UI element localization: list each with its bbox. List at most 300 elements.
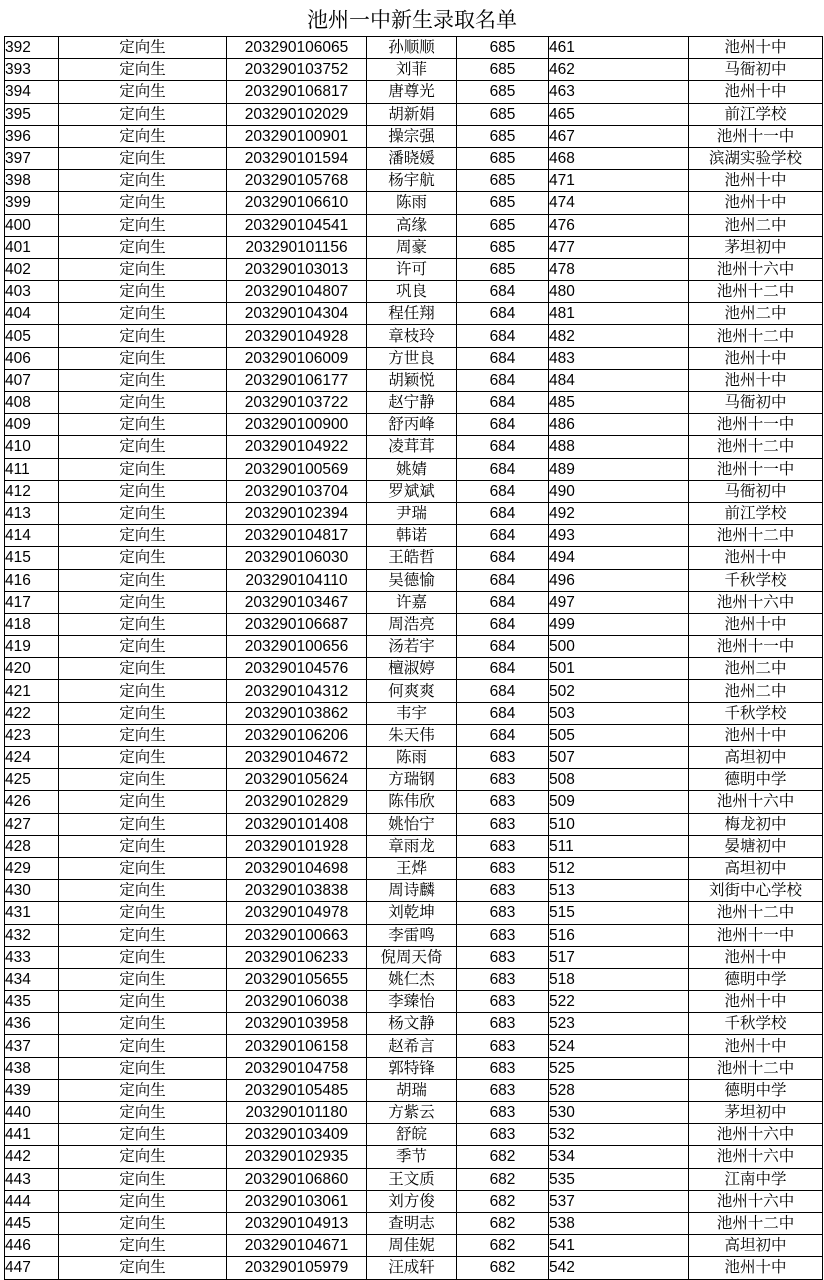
table-row	[5, 991, 823, 1013]
student-name-cell: 章雨龙	[367, 835, 457, 857]
exam-number-cell: 203290104541	[227, 214, 367, 236]
rank-cell: 493	[549, 525, 689, 547]
exam-number-cell: 203290103862	[227, 702, 367, 724]
exam-number-cell: 203290104110	[227, 569, 367, 591]
row-number-cell: 438	[5, 1057, 59, 1079]
rank-cell: 465	[549, 103, 689, 125]
rank-cell: 524	[549, 1035, 689, 1057]
student-type-cell: 定向生	[59, 658, 227, 680]
table-row	[5, 81, 823, 103]
rank-cell: 489	[549, 458, 689, 480]
exam-number-cell: 203290104304	[227, 303, 367, 325]
row-number-cell: 409	[5, 414, 59, 436]
table-row	[5, 747, 823, 769]
graduating-school-cell: 前江学校	[689, 502, 823, 524]
score-cell: 683	[457, 1057, 549, 1079]
exam-number-cell: 203290103838	[227, 880, 367, 902]
table-row	[5, 37, 823, 59]
student-type-cell: 定向生	[59, 369, 227, 391]
rank-cell: 492	[549, 502, 689, 524]
student-type-cell: 定向生	[59, 59, 227, 81]
row-number-cell: 423	[5, 724, 59, 746]
graduating-school-cell: 德明中学	[689, 1079, 823, 1101]
student-type-cell: 定向生	[59, 680, 227, 702]
score-cell: 683	[457, 769, 549, 791]
exam-number-cell: 203290100656	[227, 636, 367, 658]
table-row	[5, 1146, 823, 1168]
rank-cell: 476	[549, 214, 689, 236]
exam-number-cell: 203290104312	[227, 680, 367, 702]
student-type-cell: 定向生	[59, 502, 227, 524]
rank-cell: 505	[549, 724, 689, 746]
student-name-cell: 陈雨	[367, 747, 457, 769]
score-cell: 684	[457, 281, 549, 303]
row-number-cell: 420	[5, 658, 59, 680]
rank-cell: 482	[549, 325, 689, 347]
student-name-cell: 周诗麟	[367, 880, 457, 902]
student-name-cell: 姚仁杰	[367, 968, 457, 990]
rank-cell: 494	[549, 547, 689, 569]
row-number-cell: 434	[5, 968, 59, 990]
graduating-school-cell: 刘街中心学校	[689, 880, 823, 902]
score-cell: 685	[457, 147, 549, 169]
student-name-cell: 舒皖	[367, 1124, 457, 1146]
score-cell: 683	[457, 813, 549, 835]
graduating-school-cell: 池州十六中	[689, 591, 823, 613]
score-cell: 684	[457, 636, 549, 658]
table-row	[5, 258, 823, 280]
row-number-cell: 405	[5, 325, 59, 347]
student-type-cell: 定向生	[59, 702, 227, 724]
student-type-cell: 定向生	[59, 968, 227, 990]
score-cell: 684	[457, 724, 549, 746]
student-name-cell: 季节	[367, 1146, 457, 1168]
row-number-cell: 421	[5, 680, 59, 702]
table-row	[5, 636, 823, 658]
student-type-cell: 定向生	[59, 103, 227, 125]
rank-cell: 481	[549, 303, 689, 325]
student-type-cell: 定向生	[59, 636, 227, 658]
student-type-cell: 定向生	[59, 37, 227, 59]
table-row	[5, 1190, 823, 1212]
exam-number-cell: 203290104928	[227, 325, 367, 347]
graduating-school-cell: 池州十二中	[689, 902, 823, 924]
table-row	[5, 1124, 823, 1146]
student-name-cell: 刘乾坤	[367, 902, 457, 924]
student-type-cell: 定向生	[59, 303, 227, 325]
student-type-cell: 定向生	[59, 747, 227, 769]
exam-number-cell: 203290105485	[227, 1079, 367, 1101]
row-number-cell: 441	[5, 1124, 59, 1146]
rank-cell: 537	[549, 1190, 689, 1212]
student-name-cell: 唐尊光	[367, 81, 457, 103]
exam-number-cell: 203290102029	[227, 103, 367, 125]
score-cell: 682	[457, 1146, 549, 1168]
exam-number-cell: 203290103409	[227, 1124, 367, 1146]
student-name-cell: 姚怡宁	[367, 813, 457, 835]
row-number-cell: 416	[5, 569, 59, 591]
exam-number-cell: 203290103467	[227, 591, 367, 613]
rank-cell: 516	[549, 924, 689, 946]
exam-number-cell: 203290105655	[227, 968, 367, 990]
exam-number-cell: 203290102829	[227, 791, 367, 813]
score-cell: 682	[457, 1235, 549, 1257]
row-number-cell: 410	[5, 436, 59, 458]
row-number-cell: 425	[5, 769, 59, 791]
table-row	[5, 480, 823, 502]
graduating-school-cell: 池州十六中	[689, 1146, 823, 1168]
exam-number-cell: 203290106687	[227, 613, 367, 635]
table-row	[5, 192, 823, 214]
rank-cell: 462	[549, 59, 689, 81]
table-row	[5, 857, 823, 879]
score-cell: 684	[457, 480, 549, 502]
exam-number-cell: 203290104758	[227, 1057, 367, 1079]
table-row	[5, 569, 823, 591]
graduating-school-cell: 德明中学	[689, 968, 823, 990]
score-cell: 684	[457, 369, 549, 391]
row-number-cell: 413	[5, 502, 59, 524]
student-type-cell: 定向生	[59, 125, 227, 147]
graduating-school-cell: 马衙初中	[689, 392, 823, 414]
score-cell: 683	[457, 1102, 549, 1124]
student-name-cell: 韩诺	[367, 525, 457, 547]
table-row	[5, 1013, 823, 1035]
table-row	[5, 658, 823, 680]
score-cell: 683	[457, 747, 549, 769]
score-cell: 685	[457, 214, 549, 236]
rank-cell: 525	[549, 1057, 689, 1079]
rank-cell: 510	[549, 813, 689, 835]
student-name-cell: 韦宇	[367, 702, 457, 724]
graduating-school-cell: 池州十六中	[689, 1190, 823, 1212]
student-type-cell: 定向生	[59, 1035, 227, 1057]
student-name-cell: 陈雨	[367, 192, 457, 214]
graduating-school-cell: 池州十二中	[689, 281, 823, 303]
rank-cell: 463	[549, 81, 689, 103]
graduating-school-cell: 池州十一中	[689, 414, 823, 436]
student-name-cell: 章枝玲	[367, 325, 457, 347]
row-number-cell: 397	[5, 147, 59, 169]
row-number-cell: 428	[5, 835, 59, 857]
graduating-school-cell: 池州十二中	[689, 525, 823, 547]
graduating-school-cell: 千秋学校	[689, 1013, 823, 1035]
student-name-cell: 李雷鸣	[367, 924, 457, 946]
rank-cell: 518	[549, 968, 689, 990]
student-name-cell: 倪周天倚	[367, 946, 457, 968]
student-type-cell: 定向生	[59, 414, 227, 436]
student-name-cell: 胡新娟	[367, 103, 457, 125]
student-type-cell: 定向生	[59, 724, 227, 746]
graduating-school-cell: 马衙初中	[689, 480, 823, 502]
graduating-school-cell: 池州十一中	[689, 125, 823, 147]
graduating-school-cell: 茅坦初中	[689, 1102, 823, 1124]
student-type-cell: 定向生	[59, 547, 227, 569]
table-row	[5, 103, 823, 125]
graduating-school-cell: 德明中学	[689, 769, 823, 791]
student-name-cell: 许可	[367, 258, 457, 280]
row-number-cell: 430	[5, 880, 59, 902]
exam-number-cell: 203290103958	[227, 1013, 367, 1035]
row-number-cell: 427	[5, 813, 59, 835]
student-type-cell: 定向生	[59, 1235, 227, 1257]
score-cell: 683	[457, 1079, 549, 1101]
student-type-cell: 定向生	[59, 81, 227, 103]
student-type-cell: 定向生	[59, 1102, 227, 1124]
row-number-cell: 394	[5, 81, 59, 103]
score-cell: 683	[457, 1124, 549, 1146]
rank-cell: 530	[549, 1102, 689, 1124]
rank-cell: 480	[549, 281, 689, 303]
score-cell: 684	[457, 325, 549, 347]
table-row	[5, 680, 823, 702]
graduating-school-cell: 千秋学校	[689, 702, 823, 724]
table-row	[5, 968, 823, 990]
table-row	[5, 347, 823, 369]
row-number-cell: 396	[5, 125, 59, 147]
rank-cell: 502	[549, 680, 689, 702]
student-name-cell: 许嘉	[367, 591, 457, 613]
row-number-cell: 392	[5, 37, 59, 59]
student-name-cell: 操宗强	[367, 125, 457, 147]
student-type-cell: 定向生	[59, 525, 227, 547]
score-cell: 682	[457, 1257, 549, 1279]
student-name-cell: 罗斌斌	[367, 480, 457, 502]
rank-cell: 511	[549, 835, 689, 857]
score-cell: 684	[457, 525, 549, 547]
student-type-cell: 定向生	[59, 1057, 227, 1079]
student-name-cell: 潘晓媛	[367, 147, 457, 169]
graduating-school-cell: 池州十中	[689, 37, 823, 59]
student-type-cell: 定向生	[59, 192, 227, 214]
rank-cell: 499	[549, 613, 689, 635]
exam-number-cell: 203290105624	[227, 769, 367, 791]
student-name-cell: 舒丙峰	[367, 414, 457, 436]
table-body	[5, 37, 823, 1280]
student-type-cell: 定向生	[59, 1212, 227, 1234]
row-number-cell: 431	[5, 902, 59, 924]
graduating-school-cell: 池州十中	[689, 1257, 823, 1279]
row-number-cell: 402	[5, 258, 59, 280]
score-cell: 684	[457, 591, 549, 613]
rank-cell: 517	[549, 946, 689, 968]
student-name-cell: 巩良	[367, 281, 457, 303]
score-cell: 684	[457, 392, 549, 414]
student-name-cell: 郭特锋	[367, 1057, 457, 1079]
table-row	[5, 303, 823, 325]
graduating-school-cell: 池州十六中	[689, 258, 823, 280]
score-cell: 684	[457, 502, 549, 524]
score-cell: 683	[457, 835, 549, 857]
rank-cell: 461	[549, 37, 689, 59]
graduating-school-cell: 池州二中	[689, 658, 823, 680]
exam-number-cell: 203290106065	[227, 37, 367, 59]
rank-cell: 522	[549, 991, 689, 1013]
student-name-cell: 王文质	[367, 1168, 457, 1190]
row-number-cell: 395	[5, 103, 59, 125]
exam-number-cell: 203290106610	[227, 192, 367, 214]
score-cell: 684	[457, 613, 549, 635]
table-row	[5, 902, 823, 924]
graduating-school-cell: 池州十二中	[689, 1057, 823, 1079]
exam-number-cell: 203290100901	[227, 125, 367, 147]
exam-number-cell: 203290101408	[227, 813, 367, 835]
student-name-cell: 陈伟欣	[367, 791, 457, 813]
rank-cell: 483	[549, 347, 689, 369]
row-number-cell: 433	[5, 946, 59, 968]
student-type-cell: 定向生	[59, 170, 227, 192]
student-name-cell: 刘方俊	[367, 1190, 457, 1212]
table-row	[5, 502, 823, 524]
row-number-cell: 444	[5, 1190, 59, 1212]
rank-cell: 523	[549, 1013, 689, 1035]
exam-number-cell: 203290104817	[227, 525, 367, 547]
row-number-cell: 426	[5, 791, 59, 813]
graduating-school-cell: 茅坦初中	[689, 236, 823, 258]
score-cell: 684	[457, 569, 549, 591]
student-type-cell: 定向生	[59, 236, 227, 258]
score-cell: 683	[457, 791, 549, 813]
row-number-cell: 424	[5, 747, 59, 769]
graduating-school-cell: 池州十中	[689, 724, 823, 746]
table-row	[5, 125, 823, 147]
student-type-cell: 定向生	[59, 1190, 227, 1212]
table-row	[5, 525, 823, 547]
score-cell: 683	[457, 902, 549, 924]
exam-number-cell: 203290102394	[227, 502, 367, 524]
row-number-cell: 422	[5, 702, 59, 724]
student-name-cell: 周豪	[367, 236, 457, 258]
score-cell: 685	[457, 103, 549, 125]
score-cell: 682	[457, 1190, 549, 1212]
rank-cell: 538	[549, 1212, 689, 1234]
rank-cell: 488	[549, 436, 689, 458]
score-cell: 683	[457, 924, 549, 946]
table-row	[5, 547, 823, 569]
student-type-cell: 定向生	[59, 1168, 227, 1190]
exam-number-cell: 203290103061	[227, 1190, 367, 1212]
table-row	[5, 880, 823, 902]
exam-number-cell: 203290100569	[227, 458, 367, 480]
student-type-cell: 定向生	[59, 791, 227, 813]
table-row	[5, 613, 823, 635]
student-name-cell: 赵宁静	[367, 392, 457, 414]
row-number-cell: 415	[5, 547, 59, 569]
graduating-school-cell: 池州十中	[689, 1035, 823, 1057]
table-row	[5, 325, 823, 347]
exam-number-cell: 203290106038	[227, 991, 367, 1013]
graduating-school-cell: 池州十一中	[689, 458, 823, 480]
graduating-school-cell: 池州十中	[689, 946, 823, 968]
student-type-cell: 定向生	[59, 258, 227, 280]
rank-cell: 513	[549, 880, 689, 902]
student-type-cell: 定向生	[59, 924, 227, 946]
row-number-cell: 418	[5, 613, 59, 635]
exam-number-cell: 203290106860	[227, 1168, 367, 1190]
graduating-school-cell: 高坦初中	[689, 1235, 823, 1257]
score-cell: 683	[457, 968, 549, 990]
table-row	[5, 281, 823, 303]
student-name-cell: 汪成轩	[367, 1257, 457, 1279]
graduating-school-cell: 池州十二中	[689, 325, 823, 347]
student-name-cell: 胡瑞	[367, 1079, 457, 1101]
table-row	[5, 1235, 823, 1257]
rank-cell: 534	[549, 1146, 689, 1168]
student-name-cell: 高缘	[367, 214, 457, 236]
score-cell: 685	[457, 192, 549, 214]
rank-cell: 507	[549, 747, 689, 769]
row-number-cell: 414	[5, 525, 59, 547]
table-row	[5, 1057, 823, 1079]
score-cell: 683	[457, 880, 549, 902]
score-cell: 684	[457, 458, 549, 480]
admission-table	[4, 36, 823, 1280]
student-type-cell: 定向生	[59, 991, 227, 1013]
rank-cell: 528	[549, 1079, 689, 1101]
student-name-cell: 凌茸茸	[367, 436, 457, 458]
row-number-cell: 437	[5, 1035, 59, 1057]
graduating-school-cell: 池州十二中	[689, 1212, 823, 1234]
exam-number-cell: 203290106817	[227, 81, 367, 103]
rank-cell: 535	[549, 1168, 689, 1190]
score-cell: 684	[457, 303, 549, 325]
rank-cell: 509	[549, 791, 689, 813]
exam-number-cell: 203290106030	[227, 547, 367, 569]
student-name-cell: 孙顺顺	[367, 37, 457, 59]
graduating-school-cell: 高坦初中	[689, 857, 823, 879]
rank-cell: 500	[549, 636, 689, 658]
row-number-cell: 398	[5, 170, 59, 192]
row-number-cell: 404	[5, 303, 59, 325]
rank-cell: 508	[549, 769, 689, 791]
student-name-cell: 程任翔	[367, 303, 457, 325]
rank-cell: 467	[549, 125, 689, 147]
exam-number-cell: 203290102935	[227, 1146, 367, 1168]
exam-number-cell: 203290100900	[227, 414, 367, 436]
row-number-cell: 442	[5, 1146, 59, 1168]
graduating-school-cell: 池州十中	[689, 991, 823, 1013]
exam-number-cell: 203290106009	[227, 347, 367, 369]
exam-number-cell: 203290104807	[227, 281, 367, 303]
score-cell: 684	[457, 414, 549, 436]
rank-cell: 497	[549, 591, 689, 613]
rank-cell: 468	[549, 147, 689, 169]
student-name-cell: 方世良	[367, 347, 457, 369]
score-cell: 683	[457, 857, 549, 879]
table-row	[5, 414, 823, 436]
graduating-school-cell: 晏塘初中	[689, 835, 823, 857]
row-number-cell: 439	[5, 1079, 59, 1101]
rank-cell: 471	[549, 170, 689, 192]
score-cell: 685	[457, 170, 549, 192]
score-cell: 685	[457, 37, 549, 59]
student-type-cell: 定向生	[59, 769, 227, 791]
table-row	[5, 1079, 823, 1101]
student-type-cell: 定向生	[59, 902, 227, 924]
student-type-cell: 定向生	[59, 347, 227, 369]
exam-number-cell: 203290104922	[227, 436, 367, 458]
table-row	[5, 791, 823, 813]
table-row	[5, 591, 823, 613]
student-name-cell: 方瑞钢	[367, 769, 457, 791]
table-row	[5, 392, 823, 414]
table-row	[5, 369, 823, 391]
graduating-school-cell: 池州十中	[689, 369, 823, 391]
table-row	[5, 59, 823, 81]
exam-number-cell: 203290103013	[227, 258, 367, 280]
student-name-cell: 尹瑞	[367, 502, 457, 524]
row-number-cell: 406	[5, 347, 59, 369]
